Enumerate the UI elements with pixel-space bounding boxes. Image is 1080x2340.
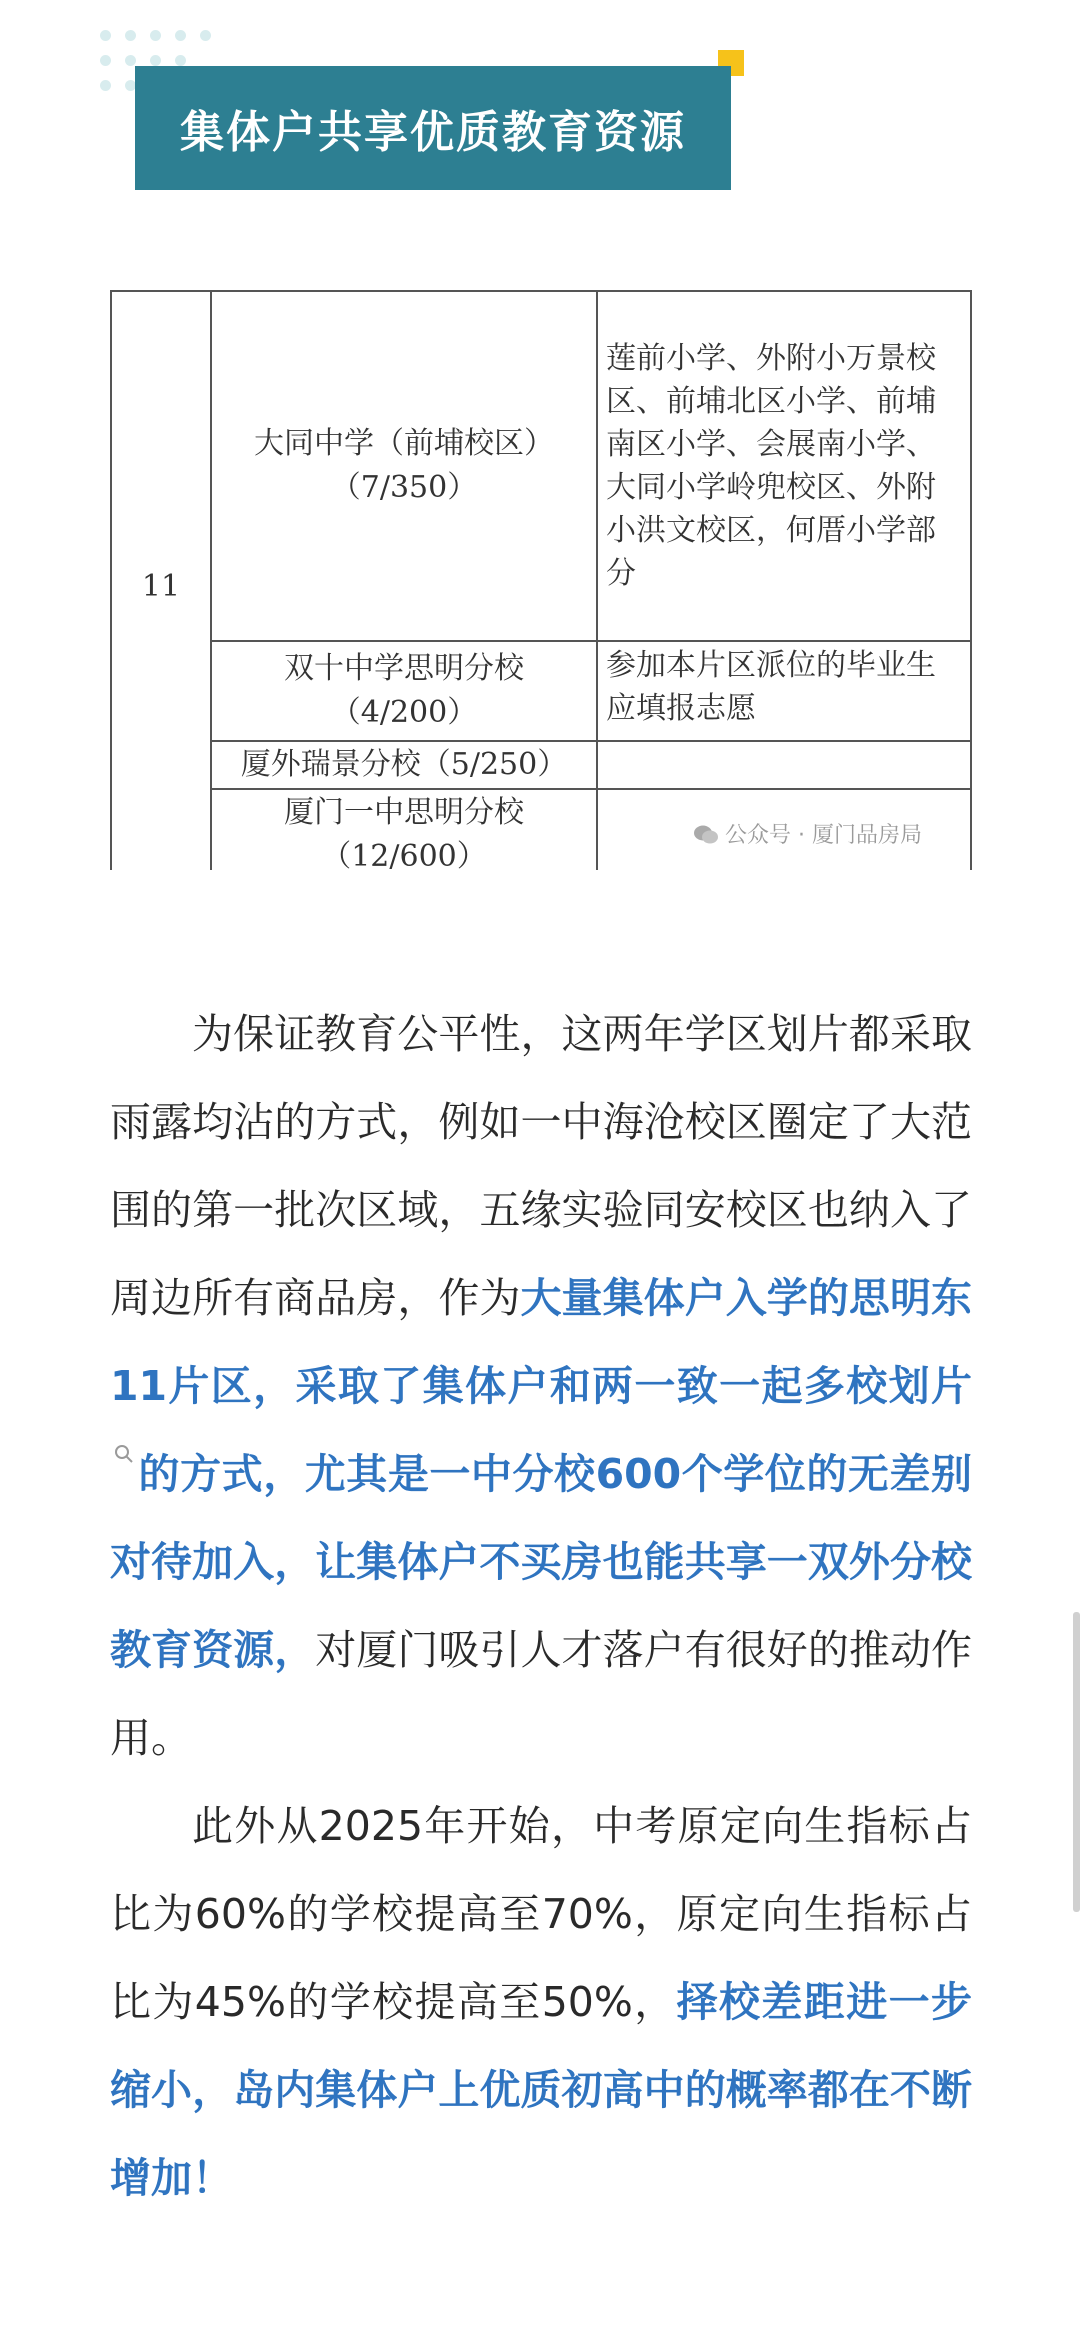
watermark-text: 公众号 · 厦门品房局 bbox=[725, 823, 922, 848]
article-body bbox=[110, 990, 972, 2222]
school-quota: （12/600） bbox=[321, 839, 487, 870]
school-name: 大同中学（前埔校区） bbox=[254, 426, 554, 461]
school-cell bbox=[211, 789, 597, 870]
zone-number-cell: 11 bbox=[111, 291, 211, 870]
scope-cell: 参加本片区派位的毕业生应填报志愿 bbox=[597, 641, 971, 741]
section-title: 集体户共享优质教育资源 bbox=[135, 66, 731, 190]
watermark bbox=[693, 818, 922, 849]
paragraph-1 bbox=[110, 990, 972, 1782]
school-cell bbox=[211, 291, 597, 641]
school-cell bbox=[211, 741, 597, 789]
scope-cell: 莲前小学、外附小万景校区、前埔北区小学、前埔南区小学、会展南小学、大同小学岭兜校区、外附小洪文校区，何厝小学部分 bbox=[597, 291, 971, 641]
text-highlight: 的方式，尤其是一中分校600个学位的无差别对待加入，让集体户不买房也能共享一双外分校教育资源， bbox=[110, 1450, 972, 1674]
text-highlight: 大量集体户入学的思明东11片区，采取了集体户和两一致一起多校划片 bbox=[110, 1274, 972, 1410]
text-highlight: 择校差距进一步缩小，岛内集体户上优质初高中的概率都在不断增加！ bbox=[110, 1978, 973, 2202]
text-normal: 此外从2025年开始，中考原定向生指标占比为60%的学校提高至70%，原定向生指标占比为45%的学校提高至50%， bbox=[110, 1802, 972, 2026]
school-name: 厦门一中思明分校 bbox=[284, 795, 524, 830]
scope-cell bbox=[597, 741, 971, 789]
school-name: 厦外瑞景分校（5/250） bbox=[240, 747, 568, 782]
text-normal: 对厦门吸引人才落户有很好的推动作用。 bbox=[110, 1626, 972, 1762]
paragraph-2 bbox=[110, 1782, 972, 2222]
school-name: 双十中学思明分校 bbox=[284, 651, 524, 686]
wechat-icon bbox=[693, 824, 719, 846]
school-quota: （7/350） bbox=[330, 470, 478, 505]
text-normal: 为保证教育公平性，这两年学区划片都采取雨露均沾的方式，例如一中海沧校区圈定了大范围的第一批次区域，五缘实验同安校区也纳入了周边所有商品房，作为 bbox=[110, 1010, 972, 1322]
school-zone-table bbox=[110, 290, 972, 870]
search-icon[interactable] bbox=[112, 1442, 136, 1466]
scrollbar[interactable] bbox=[1073, 1612, 1080, 1912]
school-quota: （4/200） bbox=[330, 695, 478, 730]
school-cell bbox=[211, 641, 597, 741]
